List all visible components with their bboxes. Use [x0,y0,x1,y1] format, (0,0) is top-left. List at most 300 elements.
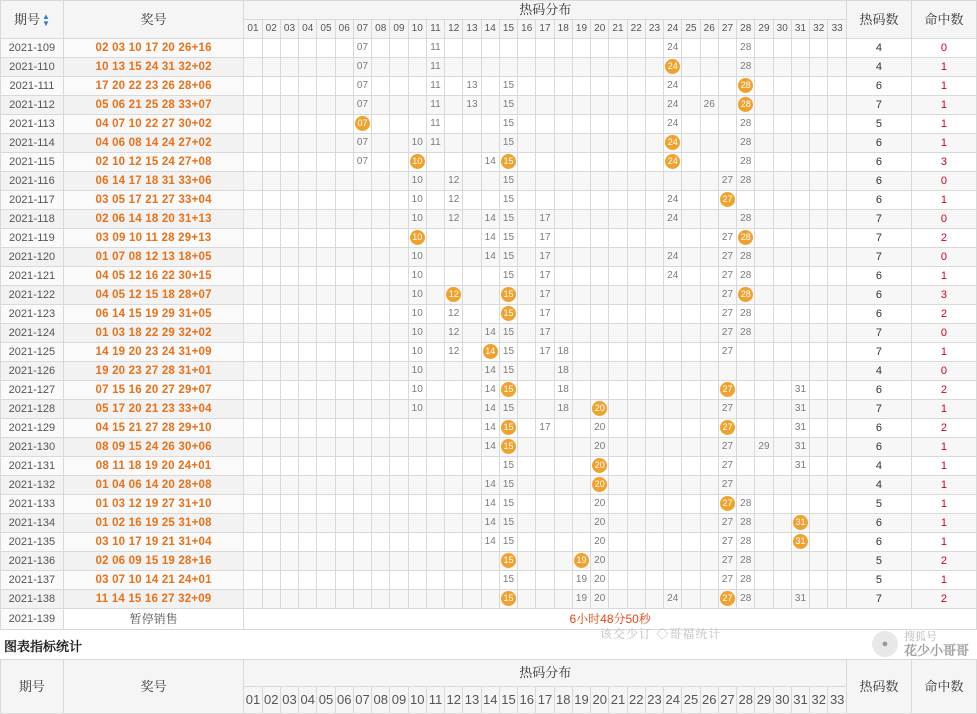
cell-ball-15 [499,39,517,58]
cell-ball-17 [536,362,554,381]
cell-ball-02 [262,210,280,229]
cell-ball-32 [810,552,828,571]
cell-ball-23 [645,58,663,77]
cell-issue[interactable]: 2021-126 [1,362,64,381]
cell-ball-27: 27 [718,305,736,324]
cell-ball-29 [755,191,773,210]
cell-ball-05 [317,514,335,533]
cell-ball-21 [609,134,627,153]
cell-issue[interactable]: 2021-119 [1,229,64,248]
cell-ball-12 [445,134,463,153]
cell-issue[interactable]: 2021-116 [1,172,64,191]
cell-ball-16 [518,343,536,362]
table-body [1,39,977,630]
cell-ball-20 [591,115,609,134]
cell-ball-16 [518,514,536,533]
table-row[interactable] [1,210,977,229]
cell-ball-31 [791,267,809,286]
cell-ball-25 [682,39,700,58]
cell-ball-11: 11 [426,58,444,77]
cell-ball-15: 15 [499,495,517,514]
cell-ball-05 [317,305,335,324]
cell-ball-19 [572,533,590,552]
cell-ball-02 [262,153,280,172]
countdown-timer: 6小时48分50秒 [244,609,977,630]
cell-ball-33 [828,248,847,267]
cell-issue[interactable]: 2021-133 [1,495,64,514]
cell-ball-01 [244,267,262,286]
cell-ball-14 [481,115,499,134]
cell-ball-29 [755,362,773,381]
header-hot-distribution: 热码分布 [244,1,847,20]
cell-ball-05 [317,495,335,514]
table-row[interactable] [1,267,977,286]
cell-ball-10 [408,58,426,77]
cell-ball-01 [244,362,262,381]
cell-hit-count: 1 [911,438,976,457]
cell-ball-10 [408,77,426,96]
cell-ball-15 [499,419,517,438]
cell-ball-06 [335,533,353,552]
cell-ball-33 [828,419,847,438]
cell-issue[interactable]: 2021-134 [1,514,64,533]
cell-ball-07: 07 [353,153,371,172]
cell-ball-12 [445,495,463,514]
cell-ball-09 [390,419,408,438]
cell-hit-count: 0 [911,248,976,267]
ball-header-13: 13 [463,20,481,39]
cell-ball-03 [280,381,298,400]
cell-ball-28: 28 [737,39,755,58]
cell-ball-11 [426,590,444,609]
cell-ball-02 [262,248,280,267]
section-title: 图表指标统计 [4,639,83,654]
cell-issue[interactable]: 2021-127 [1,381,64,400]
table-row[interactable] [1,552,977,571]
table-row[interactable] [1,514,977,533]
cell-ball-04 [299,248,317,267]
cell-ball-26 [700,400,718,419]
cell-prize: 01 02 16 19 25 31+08 [63,514,244,533]
cell-ball-32 [810,96,828,115]
cell-ball-31 [791,286,809,305]
cell-ball-27 [718,362,736,381]
cell-ball-19 [572,419,590,438]
cell-issue[interactable]: 2021-129 [1,419,64,438]
table-row[interactable] [1,286,977,305]
cell-issue[interactable]: 2021-120 [1,248,64,267]
highlight-circle: 15 [501,591,516,606]
cell-ball-12: 12 [445,324,463,343]
cell-ball-27 [718,153,736,172]
cell-ball-23 [645,419,663,438]
table-row[interactable] [1,400,977,419]
cell-issue[interactable]: 2021-138 [1,590,64,609]
cell-issue[interactable]: 2021-125 [1,343,64,362]
cell-ball-30 [773,571,791,590]
cell-ball-14: 14 [481,400,499,419]
cell-ball-17: 17 [536,210,554,229]
cell-ball-19 [572,210,590,229]
table-row[interactable] [1,191,977,210]
cell-ball-17 [536,381,554,400]
cell-ball-22 [627,362,645,381]
cell-ball-28 [737,476,755,495]
cell-ball-12 [445,590,463,609]
cell-ball-29 [755,514,773,533]
cell-ball-14: 14 [481,362,499,381]
table-row[interactable] [1,248,977,267]
ball-header-16: 16 [518,20,536,39]
cell-ball-28 [737,457,755,476]
cell-ball-26 [700,267,718,286]
cell-ball-17 [536,58,554,77]
cell-ball-09 [390,590,408,609]
cell-ball-33 [828,229,847,248]
cell-ball-22 [627,153,645,172]
cell-hot-count: 6 [847,134,912,153]
cell-ball-21 [609,286,627,305]
cell-ball-28 [737,400,755,419]
cell-ball-06 [335,590,353,609]
cell-ball-26 [700,77,718,96]
cell-prize: 01 07 08 12 13 18+05 [63,248,244,267]
cell-ball-28: 28 [737,305,755,324]
cell-issue[interactable]: 2021-132 [1,476,64,495]
cell-ball-06 [335,400,353,419]
cell-ball-18 [554,533,572,552]
header-hot-count: 热码数 [847,1,912,39]
cell-ball-03 [280,514,298,533]
cell-ball-02 [262,571,280,590]
cell-ball-13 [463,571,481,590]
cell-ball-15: 15 [499,172,517,191]
cell-ball-14: 14 [481,419,499,438]
cell-ball-32 [810,229,828,248]
cell-ball-05 [317,134,335,153]
cell-ball-28 [737,343,755,362]
table-row[interactable] [1,172,977,191]
cell-ball-13 [463,476,481,495]
cell-issue[interactable]: 2021-111 [1,77,64,96]
cell-issue[interactable]: 2021-117 [1,191,64,210]
cell-ball-12 [445,362,463,381]
cell-ball-10 [408,571,426,590]
cell-issue[interactable]: 2021-121 [1,267,64,286]
table-row[interactable] [1,495,977,514]
cell-issue[interactable]: 2021-112 [1,96,64,115]
cell-ball-12: 12 [445,191,463,210]
highlight-circle: 10 [410,154,425,169]
cell-ball-24 [664,305,682,324]
cell-ball-11 [426,305,444,324]
cell-ball-24 [664,229,682,248]
table-row[interactable] [1,39,977,58]
cell-ball-26 [700,343,718,362]
cell-issue[interactable]: 2021-115 [1,153,64,172]
cell-ball-16 [518,381,536,400]
cell-ball-15: 15 [499,134,517,153]
table-row[interactable] [1,153,977,172]
table-row[interactable] [1,134,977,153]
table-row[interactable] [1,115,977,134]
cell-ball-08 [372,229,390,248]
cell-ball-20 [591,476,609,495]
cell-ball-03 [280,400,298,419]
cell-prize: 02 03 10 17 20 26+16 [63,39,244,58]
ball-header-01: 01 [244,687,262,714]
cell-ball-29 [755,571,773,590]
cell-ball-09 [390,248,408,267]
cell-ball-17: 17 [536,286,554,305]
table-row[interactable] [1,457,977,476]
cell-issue[interactable]: 2021-124 [1,324,64,343]
cell-ball-18 [554,324,572,343]
cell-ball-28: 28 [737,552,755,571]
cell-ball-32 [810,514,828,533]
cell-ball-13 [463,229,481,248]
cell-hot-count: 7 [847,590,912,609]
cell-ball-10: 10 [408,400,426,419]
cell-issue[interactable]: 2021-128 [1,400,64,419]
table-row[interactable] [1,305,977,324]
cell-issue[interactable]: 2021-122 [1,286,64,305]
cell-ball-24 [664,381,682,400]
cell-ball-09 [390,39,408,58]
cell-ball-11 [426,172,444,191]
cell-ball-01 [244,153,262,172]
cell-ball-18 [554,191,572,210]
cell-ball-15: 15 [499,476,517,495]
cell-ball-29 [755,210,773,229]
cell-ball-12 [445,58,463,77]
cell-ball-32 [810,172,828,191]
cell-issue[interactable]: 2021-139 [1,609,64,630]
cell-ball-07: 07 [353,77,371,96]
cell-ball-32 [810,58,828,77]
cell-ball-25 [682,552,700,571]
cell-ball-14: 14 [481,229,499,248]
cell-ball-33 [828,552,847,571]
table-row[interactable] [1,590,977,609]
ball-header-06: 06 [335,20,353,39]
table-row[interactable] [1,419,977,438]
cell-ball-03 [280,77,298,96]
cell-ball-31: 31 [791,400,809,419]
cell-hit-count: 0 [911,172,976,191]
cell-ball-31 [791,514,809,533]
cell-ball-26 [700,134,718,153]
cell-ball-08 [372,419,390,438]
cell-ball-08 [372,552,390,571]
cell-hot-count: 7 [847,343,912,362]
cell-ball-33 [828,96,847,115]
cell-ball-09 [390,362,408,381]
cell-issue[interactable]: 2021-110 [1,58,64,77]
cell-ball-29 [755,381,773,400]
cell-ball-04 [299,210,317,229]
cell-ball-01 [244,343,262,362]
cell-ball-15: 15 [499,115,517,134]
cell-ball-10: 10 [408,324,426,343]
cell-ball-33 [828,476,847,495]
cell-ball-29 [755,533,773,552]
cell-ball-01 [244,590,262,609]
cell-ball-30 [773,248,791,267]
cell-ball-21 [609,419,627,438]
cell-ball-27: 27 [718,229,736,248]
cell-ball-32 [810,457,828,476]
table-row[interactable] [1,438,977,457]
cell-ball-14 [481,191,499,210]
table-row[interactable] [1,571,977,590]
highlight-circle: 20 [592,458,607,473]
cell-ball-01 [244,495,262,514]
cell-ball-06 [335,153,353,172]
cell-ball-18 [554,248,572,267]
cell-ball-31: 31 [791,590,809,609]
table-row[interactable] [1,96,977,115]
cell-prize: 04 15 21 27 28 29+10 [63,419,244,438]
cell-ball-03 [280,248,298,267]
cell-ball-03 [280,229,298,248]
cell-ball-33 [828,286,847,305]
cell-ball-26 [700,305,718,324]
cell-ball-31 [791,552,809,571]
table-row[interactable] [1,77,977,96]
cell-ball-24 [664,58,682,77]
cell-ball-18 [554,286,572,305]
cell-ball-19 [572,248,590,267]
cell-ball-25 [682,58,700,77]
table-row[interactable] [1,229,977,248]
cell-ball-21 [609,191,627,210]
cell-ball-02 [262,191,280,210]
table-row[interactable] [1,533,977,552]
cell-ball-08 [372,77,390,96]
cell-issue[interactable]: 2021-123 [1,305,64,324]
cell-ball-11 [426,533,444,552]
cell-ball-09 [390,267,408,286]
table-row[interactable] [1,362,977,381]
table-row[interactable] [1,58,977,77]
cell-ball-13 [463,343,481,362]
cell-ball-08 [372,153,390,172]
cell-ball-26 [700,552,718,571]
cell-ball-07 [353,495,371,514]
table-row-pending[interactable] [1,609,977,630]
cell-ball-22 [627,571,645,590]
cell-hot-count: 6 [847,381,912,400]
cell-ball-20 [591,457,609,476]
cell-issue[interactable]: 2021-131 [1,457,64,476]
cell-ball-21 [609,77,627,96]
cell-ball-07 [353,324,371,343]
cell-ball-27 [718,191,736,210]
cell-ball-02 [262,58,280,77]
cell-ball-32 [810,39,828,58]
bottom-header-issue: 期号 [1,660,64,714]
cell-ball-20 [591,96,609,115]
cell-ball-15: 15 [499,267,517,286]
table-row[interactable] [1,343,977,362]
cell-ball-11 [426,286,444,305]
cell-ball-21 [609,305,627,324]
cell-ball-18 [554,419,572,438]
cell-ball-24: 24 [664,267,682,286]
cell-ball-18 [554,438,572,457]
cell-ball-07 [353,400,371,419]
header-issue[interactable] [1,1,64,39]
cell-ball-19 [572,305,590,324]
cell-prize: 10 13 15 24 31 32+02 [63,58,244,77]
cell-ball-17: 17 [536,419,554,438]
cell-prize: 08 09 15 24 26 30+06 [63,438,244,457]
cell-ball-04 [299,58,317,77]
cell-hot-count: 6 [847,191,912,210]
cell-ball-27 [718,134,736,153]
cell-ball-08 [372,400,390,419]
cell-ball-33 [828,438,847,457]
cell-ball-22 [627,495,645,514]
cell-issue[interactable]: 2021-113 [1,115,64,134]
cell-issue[interactable]: 2021-137 [1,571,64,590]
cell-ball-26 [700,58,718,77]
cell-ball-33 [828,305,847,324]
cell-ball-22 [627,267,645,286]
cell-ball-28: 28 [737,58,755,77]
cell-issue[interactable]: 2021-109 [1,39,64,58]
cell-ball-26: 26 [700,96,718,115]
cell-ball-20 [591,77,609,96]
cell-ball-09 [390,96,408,115]
cell-issue[interactable]: 2021-135 [1,533,64,552]
cell-ball-16 [518,590,536,609]
cell-hot-count: 7 [847,210,912,229]
ball-header-11: 11 [426,20,444,39]
cell-ball-25 [682,134,700,153]
table-row[interactable] [1,476,977,495]
cell-ball-17 [536,191,554,210]
cell-ball-09 [390,305,408,324]
cell-ball-30 [773,96,791,115]
ball-header-08: 08 [372,687,390,714]
cell-ball-11 [426,267,444,286]
cell-ball-21 [609,552,627,571]
cell-issue[interactable]: 2021-118 [1,210,64,229]
cell-ball-08 [372,590,390,609]
table-row[interactable] [1,324,977,343]
cell-issue[interactable]: 2021-130 [1,438,64,457]
cell-hit-count: 0 [911,210,976,229]
table-row[interactable] [1,381,977,400]
cell-ball-24 [664,172,682,191]
sort-arrows-icon[interactable]: ▲ ▼ [41,12,50,29]
cell-ball-02 [262,134,280,153]
cell-ball-20: 20 [591,571,609,590]
ball-header-17: 17 [536,687,554,714]
cell-ball-15: 15 [499,324,517,343]
cell-issue[interactable]: 2021-136 [1,552,64,571]
cell-issue[interactable]: 2021-114 [1,134,64,153]
ball-header-33: 33 [828,20,847,39]
cell-prize: 03 05 17 21 27 33+04 [63,191,244,210]
cell-ball-10 [408,552,426,571]
cell-ball-30 [773,590,791,609]
cell-ball-12 [445,457,463,476]
cell-ball-04 [299,419,317,438]
cell-ball-24: 24 [664,590,682,609]
